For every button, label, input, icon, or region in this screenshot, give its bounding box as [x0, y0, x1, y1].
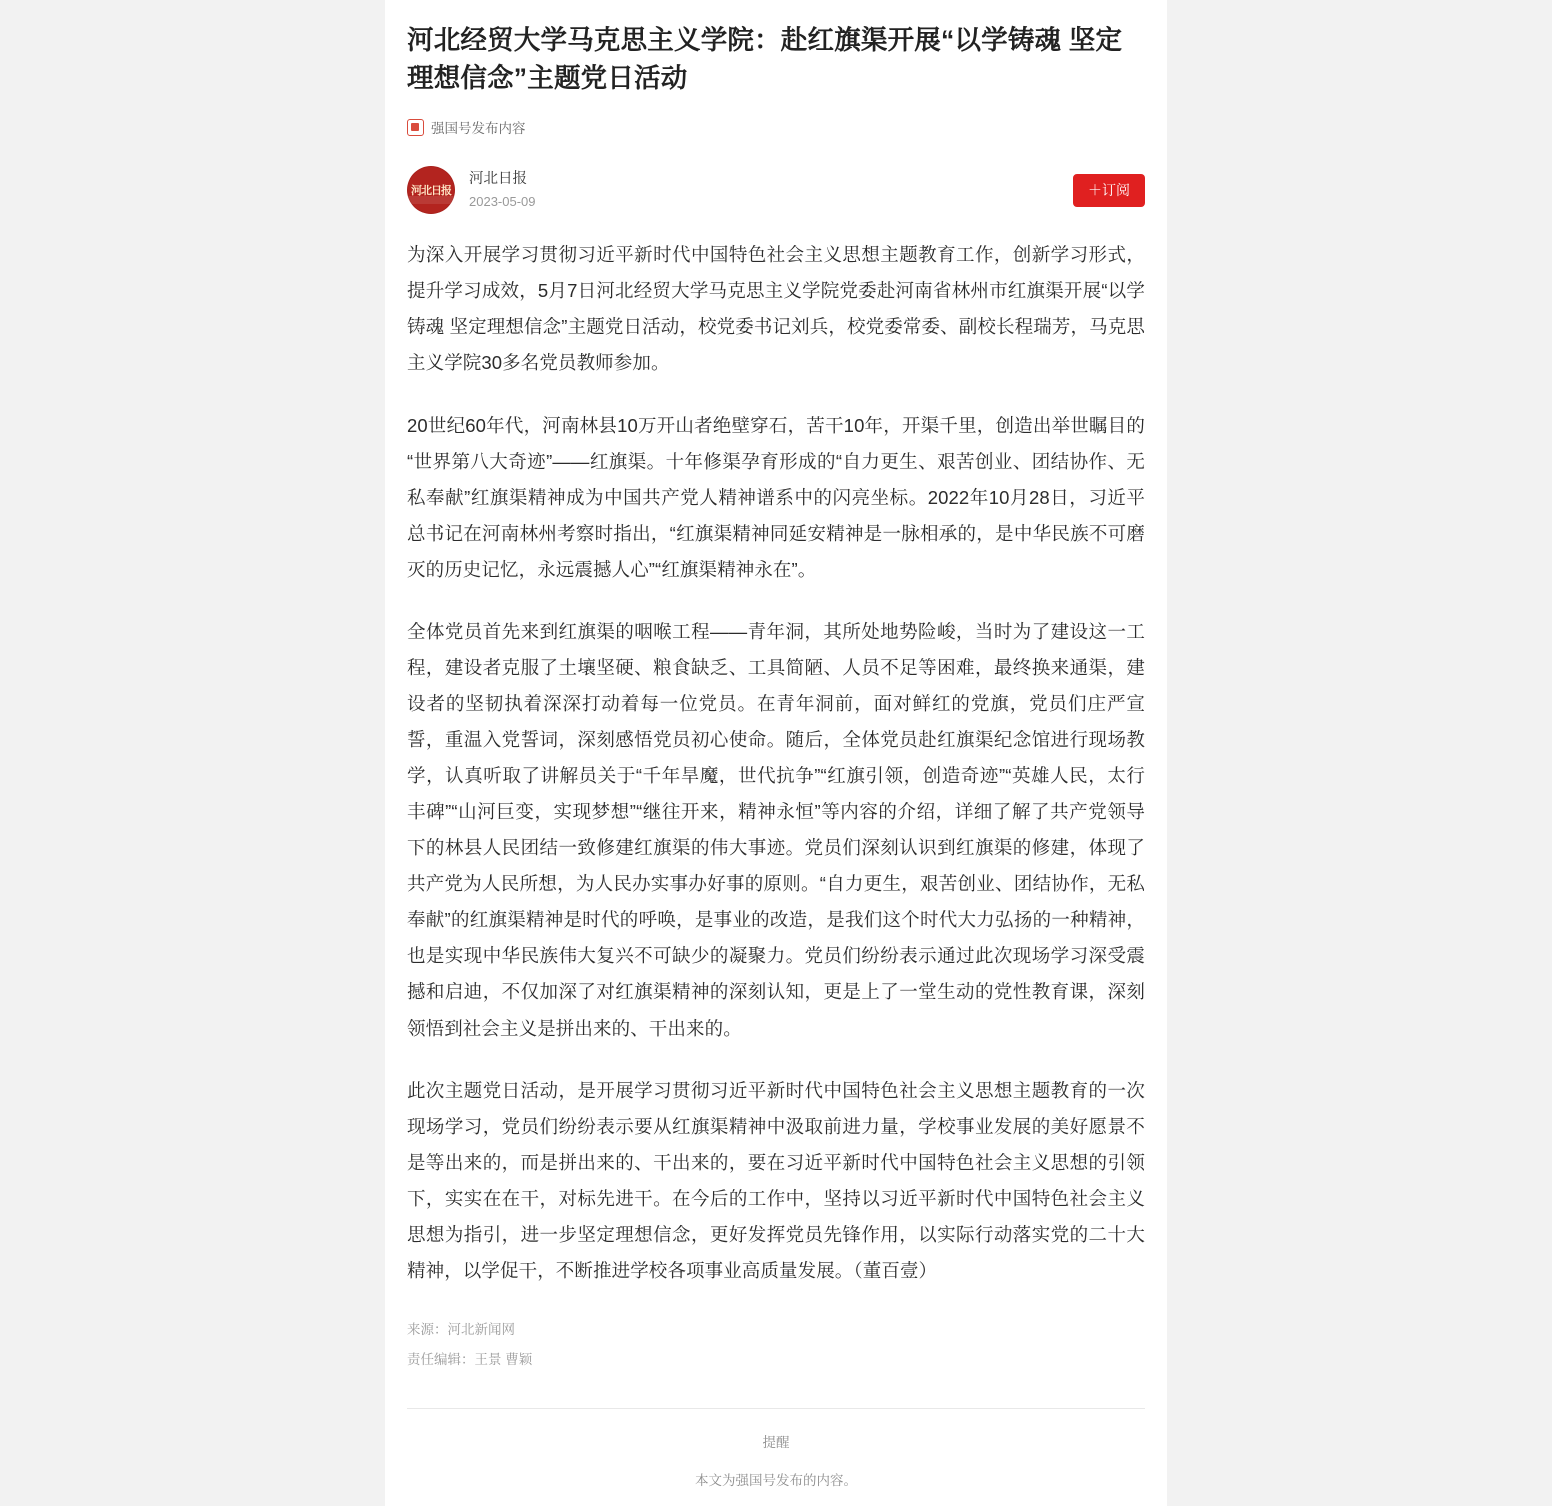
article-paragraph: 全体党员首先来到红旗渠的咽喉工程——青年洞，其所处地势险峻，当时为了建设这一工程，建设者克服了土壤坚硬、粮食缺乏、工具简陋、人员不足等困难，最终换来通渠，建设者的坚韧执着深深打动着每一位党员。在青年洞前，面对鲜红的党旗，党员们庄严宣誓，重温入党誓词，深刻感悟党员初心使命。随后，全体党员赴红旗渠纪念馆进行现场教学，认真听取了讲解员关于“千年旱魔，世代抗争”“红旗引领，创造奇迹”“英雄人民，太行丰碑”“山河巨变，实现梦想”“继往开来，精神永恒”等内容的介绍，详细了解了共产党领导下的林县人民团结一致修建红旗渠的伟大事迹。党员们深刻认识到红旗渠的修建，体现了共产党为人民所想，为人民办实事办好事的原则。“自力更生，艰苦创业、团结协作，无私奉献”的红旗渠精神是时代的呼唤，是事业的改造，是我们这个时代大力弘扬的一种精神，也是实现中华民族伟大复兴不可缺少的凝聚力。党员们纷纷表示通过此次现场学习深受震撼和启迪，不仅加深了对红旗渠精神的深刻认知，更是上了一堂生动的党性教育课，深刻领悟到社会主义是拼出来的、干出来的。 — [407, 620, 1145, 1039]
source-badge — [407, 117, 1145, 137]
notice-block — [407, 1431, 1145, 1489]
publish-date: 2023-05-09 — [469, 194, 536, 210]
article-paragraph: 为深入开展学习贯彻习近平新时代中国特色社会主义思想主题教育工作，创新学习形式，提升学习成效，5月7日河北经贸大学马克思主义学院党委赴河南省林州市红旗渠开展“以学铸魂 坚定理想信念”主题党日活动，校党委书记刘兵，校党委常委、副校长程瑞芳，马克思主义学院30多名党员教师参加。 — [407, 244, 1145, 374]
source-line: 来源：河北新闻网 — [407, 1321, 515, 1337]
article-sheet — [385, 0, 1167, 1506]
subscribe-button[interactable]: ＋订阅 — [1073, 174, 1145, 207]
byline-text — [469, 169, 536, 212]
article-meta — [407, 1315, 1145, 1374]
avatar-label: 河北日报 — [411, 185, 451, 198]
strong-nation-badge-icon — [407, 119, 424, 136]
article-paragraph: 20世纪60年代，河南林县10万开山者绝壁穿石，苦干10年，开渠千里，创造出举世瞩目的“世界第八大奇迹”——红旗渠。十年修渠孕育形成的“自力更生、艰苦创业、团结协作、无私奉献”红旗渠精神成为中国共产党人精神谱系中的闪亮坐标。2022年10月28日，习近平总书记在河南林州考察时指出，“红旗渠精神同延安精神是一脉相承的，是中华民族不可磨灭的历史记忆，永远震撼人心”“红旗渠精神永在”。 — [407, 414, 1145, 580]
notice-text: 本文为强国号发布的内容。 — [695, 1473, 857, 1489]
byline — [407, 165, 1145, 215]
article-body — [407, 237, 1145, 1289]
editor-line: 责任编辑：王景 曹颖 — [407, 1351, 533, 1367]
divider — [407, 1408, 1145, 1409]
badge-label: 强国号发布内容 — [431, 121, 526, 137]
source-name[interactable]: 河北日报 — [469, 170, 527, 187]
notice-title: 提醒 — [762, 1435, 790, 1451]
article-paragraph: 此次主题党日活动，是开展学习贯彻习近平新时代中国特色社会主义思想主题教育的一次现场学习，党员们纷纷表示要从红旗渠精神中汲取前进力量，学校事业发展的美好愿景不是等出来的，而是拼出来的、干出来的，要在习近平新时代中国特色社会主义思想的引领下，实实在在干，对标先进干。在今后的工作中，坚持以习近平新时代中国特色社会主义思想为指引，进一步坚定理想信念，更好发挥党员先锋作用，以实际行动落实党的二十大精神，以学促干，不断推进学校各项事业高质量发展。（董百壹） — [407, 1079, 1145, 1281]
page-title: 河北经贸大学马克思主义学院：赴红旗渠开展“以学铸魂 坚定理想信念”主题党日活动 — [407, 25, 1123, 93]
avatar[interactable] — [407, 166, 455, 214]
